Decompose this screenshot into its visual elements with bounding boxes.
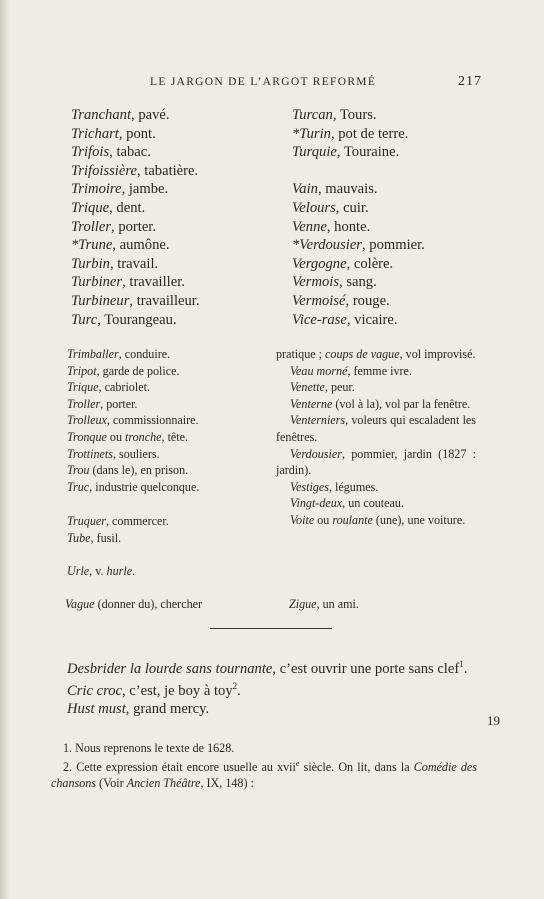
lower-left-column-4: [65, 596, 202, 613]
footnote-2: 2. Cette expression était encore usuelle au xvii$^e$ siècle. On lit, dans la Comédie des chansons (Voir Ancien Théâtre, IX, 148) :: [51, 759, 477, 791]
lower-left-column: [67, 346, 199, 495]
entry-row: Trimballer, conduire.: [67, 347, 171, 361]
upper-left-column: [71, 106, 200, 329]
entry-paragraph: Voite ou roulante (une), une voiture.: [290, 512, 466, 527]
entry-row: Trichart, pont.: [71, 125, 156, 142]
running-header: [150, 76, 482, 88]
entry-row: Trou (dans le), en prison.: [67, 463, 189, 478]
entry-row: Zigue, un ami.: [289, 597, 359, 611]
entry-paragraph: pratique ; coups de vague, vol improvisé.: [276, 347, 476, 361]
entry-row: Vain, mauvais.: [292, 181, 378, 198]
entry-paragraph: Venterne (vol à la), vol par la fenêtre.: [290, 396, 471, 411]
entry-row: Tripot, garde de police.: [67, 363, 180, 378]
entry-row: Trifois, tabac.: [71, 144, 151, 161]
entry-row: Truc, industrie quelconque.: [67, 479, 200, 494]
phrase-line: Cric croc, c’est, je boy à toy$^2$.: [67, 681, 241, 700]
entry-paragraph: Vestiges, légumes.: [290, 479, 379, 494]
entry-row: Truquer, commercer.: [67, 514, 169, 528]
header-title: LE JARGON DE L’ARGOT REFORMÉ: [150, 76, 377, 88]
footnotes: [51, 740, 477, 791]
entry-paragraph: Verdousier, pommier, jardin (1827 : jardin).: [276, 446, 476, 478]
entry-row: Venne, honte.: [292, 218, 371, 235]
page-number: 217: [458, 74, 482, 89]
entry-row: Vice-rase, vicaire.: [292, 311, 398, 328]
entry-paragraph: Venette, peur.: [290, 380, 355, 395]
entry-paragraph: Veau morné, femme ivre.: [290, 363, 412, 378]
entry-row: Trolleux, commissionnaire.: [67, 413, 199, 428]
entry-row: Trifoissière, tabatière.: [71, 162, 199, 179]
entry-row: Urle, v. hurle.: [67, 564, 136, 578]
entry-paragraph: Vingt-deux, un couteau.: [290, 496, 404, 511]
separator-rule: [210, 628, 332, 629]
entry-row: Troller, porter.: [71, 218, 157, 235]
entry-row: *Verdousier, pommier.: [292, 237, 425, 254]
entry-row: *Turin, pot de terre.: [292, 125, 409, 142]
phrase-block: [67, 656, 477, 719]
lower-left-column-3: [67, 563, 135, 580]
entry-row: Turbiner, travailler.: [71, 274, 185, 291]
entry-row: Tube, fusil.: [67, 530, 122, 545]
entry-row: Turc, Tourangeau.: [71, 311, 177, 328]
lower-right-column-2: [289, 596, 359, 613]
entry-row: Vergogne, colère.: [292, 255, 394, 272]
entry-row: Trottinets, souliers.: [67, 446, 160, 461]
entry-row: Turbin, travail.: [71, 255, 159, 272]
column-gap: [292, 162, 425, 181]
entry-row: Vermoisé, rouge.: [292, 292, 390, 309]
entry-row: Vermois, sang.: [292, 274, 377, 291]
entry-row: Tronque ou tronche, tête.: [67, 429, 189, 444]
entry-row: Turcan, Tours.: [292, 107, 377, 123]
entry-row: Turquie, Touraine.: [292, 144, 400, 161]
entry-row: Trique, cabriolet.: [67, 380, 150, 395]
entry-row: Trique, dent.: [71, 199, 146, 216]
entry-row: Troller, porter.: [67, 396, 138, 411]
entry-row: Tranchant, pavé.: [71, 107, 170, 123]
entry-row: *Trune, aumône.: [71, 237, 170, 254]
lower-right-column: [276, 346, 476, 529]
signature-mark: 19: [487, 713, 500, 728]
entry-row: Trimoire, jambe.: [71, 181, 169, 198]
lower-left-column-2: [67, 513, 169, 546]
entry-row: Vague (donner du), chercher: [65, 597, 203, 611]
footnote-1: 1. Nous reprenons le texte de 1628.: [63, 741, 235, 755]
entry-paragraph: Venterniers, voleurs qui escaladent les fenêtres.: [276, 413, 476, 444]
phrase-line: Hust must, grand mercy.: [67, 700, 210, 717]
upper-right-column: [292, 106, 425, 329]
entry-row: Velours, cuir.: [292, 199, 369, 216]
page-spine: [0, 0, 10, 899]
entry-row: Turbineur, travailleur.: [71, 292, 200, 309]
phrase-line: Desbrider la lourde sans tournante, c’est ouvrir une porte sans clef$^1$.: [67, 659, 468, 677]
